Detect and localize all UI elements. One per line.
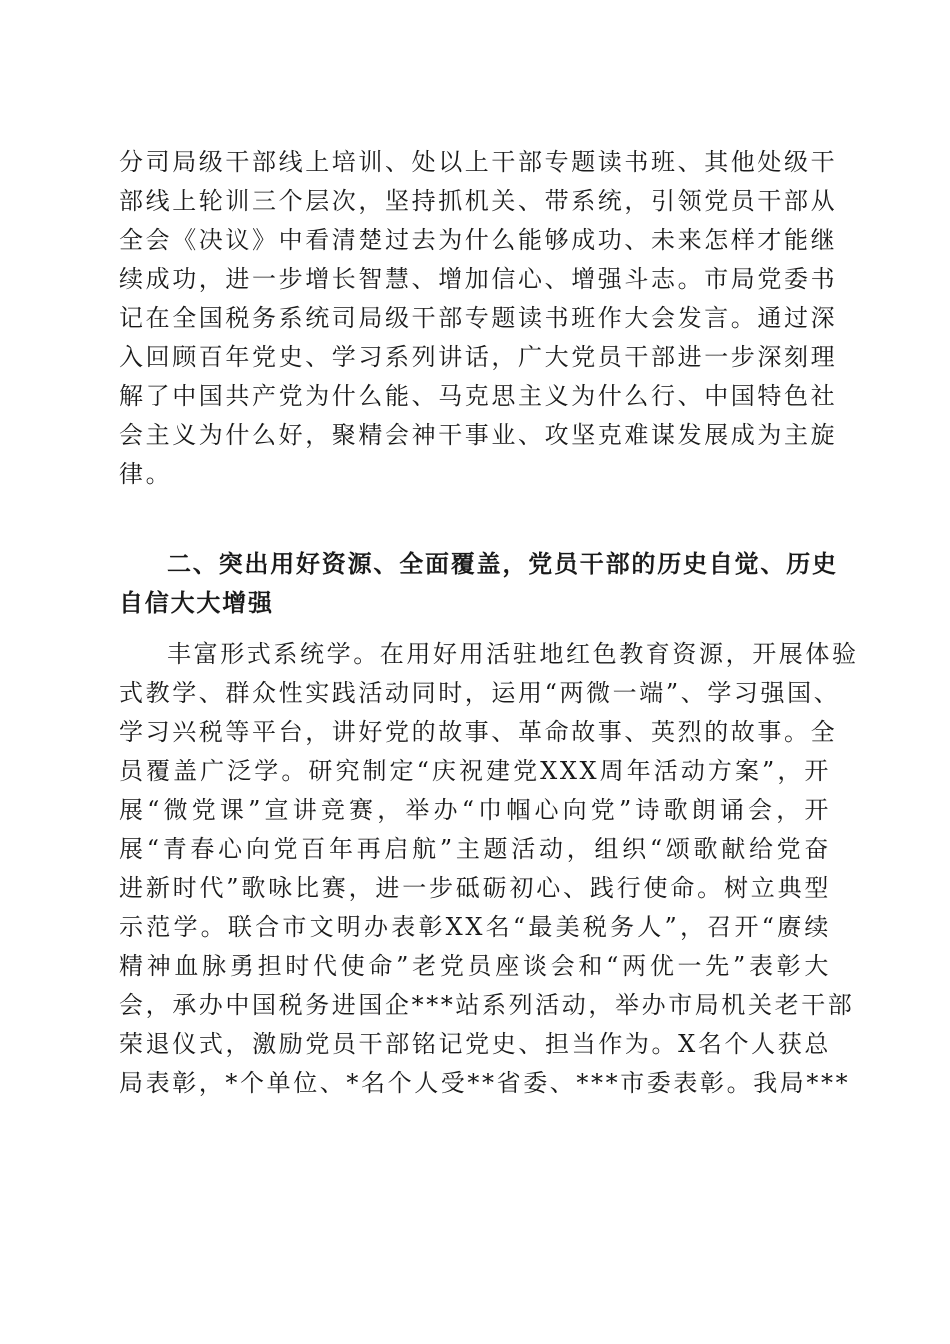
text-line: 记在全国税务系统司局级干部专题读书班作大会发言。通过深	[119, 304, 838, 332]
text-line: 展“微党课”宣讲竞赛，举办“巾帼心向党”诗歌朗诵会，开	[119, 796, 831, 824]
text-line: 进新时代”歌咏比赛，进一步砥砺初心、践行使命。树立典型	[119, 874, 831, 902]
text-line: 示范学。联合市文明办表彰XX名“最美税务人”，召开“赓续	[119, 913, 831, 941]
text-line: 会，承办中国税务进国企***站系列活动，举办市局机关老干部	[119, 991, 855, 1019]
section-heading-2	[119, 545, 838, 623]
text-line: 展“青春心向党百年再启航”主题活动，组织“颂歌献给党奋	[119, 835, 831, 863]
heading-line: 二、突出用好资源、全面覆盖，党员干部的历史自觉、历史	[167, 550, 838, 578]
text-line: 丰富形式系统学。在用好用活驻地红色教育资源，开展体验	[167, 640, 859, 668]
text-line: 部线上轮训三个层次，坚持抓机关、带系统，引领党员干部从	[119, 187, 838, 215]
text-line: 式教学、群众性实践活动同时，运用“两微一端”、学习强国、	[119, 679, 841, 707]
text-line: 精神血脉勇担时代使命”老党员座谈会和“两优一先”表彰大	[119, 952, 831, 980]
paragraph-training-levels	[119, 143, 838, 494]
text-line: 荣退仪式，激励党员干部铭记党史、担当作为。X名个人获总	[119, 1030, 831, 1058]
text-line: 会主义为什么好，聚精会神干事业、攻坚克难谋发展成为主旋	[119, 421, 838, 449]
heading-line: 自信大大增强	[119, 589, 274, 617]
text-line: 员覆盖广泛学。研究制定“庆祝建党XXX周年活动方案”，开	[119, 757, 831, 785]
text-line: 续成功，进一步增长智慧、增加信心、增强斗志。市局党委书	[119, 265, 838, 293]
paragraph-study-forms	[119, 635, 859, 1103]
text-line: 学习兴税等平台，讲好党的故事、革命故事、英烈的故事。全	[119, 718, 838, 746]
text-line: 局表彰，*个单位、*名个人受**省委、***市委表彰。我局***	[119, 1069, 851, 1097]
text-line: 全会《决议》中看清楚过去为什么能够成功、未来怎样才能继	[119, 226, 838, 254]
text-line: 律。	[119, 460, 173, 488]
text-line: 分司局级干部线上培训、处以上干部专题读书班、其他处级干	[119, 148, 838, 176]
text-line: 解了中国共产党为什么能、马克思主义为什么行、中国特色社	[119, 382, 838, 410]
text-line: 入回顾百年党史、学习系列讲话，广大党员干部进一步深刻理	[119, 343, 838, 371]
